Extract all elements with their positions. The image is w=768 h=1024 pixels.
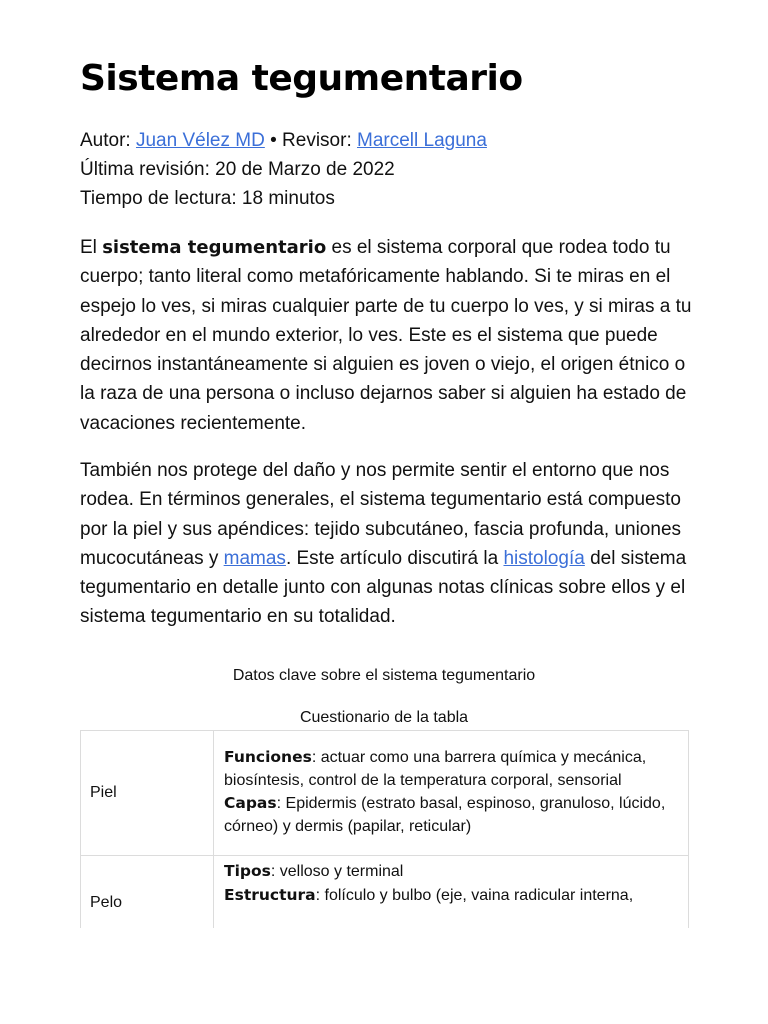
reviewer-label: Revisor: xyxy=(282,130,358,151)
reviewer-link[interactable]: Marcell Laguna xyxy=(357,130,487,151)
table-row xyxy=(81,731,689,856)
author-link[interactable]: Juan Vélez MD xyxy=(135,130,265,151)
page-cutoff xyxy=(0,928,768,1024)
row-item xyxy=(224,792,678,838)
item-key: Funciones xyxy=(224,748,312,766)
author-line xyxy=(80,126,487,155)
last-revision: Última revisión: 20 de Marzo de 2022 xyxy=(80,159,395,180)
item-key: Tipos xyxy=(224,862,271,880)
intro-prefix: El xyxy=(80,237,103,258)
article-meta xyxy=(80,126,487,213)
table-caption: Datos clave sobre el sistema tegumentario xyxy=(232,667,536,684)
intro-bold-term: sistema tegumentario xyxy=(102,237,327,258)
item-value: : Epidermis (estrato basal, espinoso, granuloso, lúcido, córneo) y dermis (papilar, reticular) xyxy=(224,795,666,835)
intro-rest: es el sistema corporal que rodea todo tu cuerpo; tanto literal como metafóricamente hablando. Si te miras en el espejo lo ves, si miras cualquier parte de tu cuerpo lo ves, y si miras a tu alrededor en el mundo exterior, lo ves. Este es el sistema que puede decirnos instantáneamente si alguien es joven o viejo, el origen étnico o la raza de una persona o incluso dejarnos saber si alguien ha estado de vacaciones recientemente. xyxy=(80,237,692,434)
row-item xyxy=(224,884,678,908)
second-part2: . Este artículo discutirá la xyxy=(285,547,504,569)
second-paragraph xyxy=(80,456,692,632)
meta-separator: • xyxy=(264,130,283,151)
row-content xyxy=(214,731,689,856)
page-title: Sistema tegumentario xyxy=(80,58,523,99)
item-key: Estructura xyxy=(224,885,316,904)
intro-paragraph xyxy=(80,233,692,438)
item-value: : actuar como una barrera química y mecánica, biosíntesis, control de la temperatura corporal, sensorial xyxy=(224,749,647,789)
mamas-link[interactable]: mamas xyxy=(223,547,286,569)
item-key: Capas xyxy=(224,794,277,812)
item-value: : velloso y terminal xyxy=(270,863,404,880)
histologia-link[interactable]: histología xyxy=(503,547,585,569)
row-item xyxy=(224,860,678,884)
item-value: : folículo y bulbo (eje, vaina radicular interna, xyxy=(315,886,634,904)
author-label: Autor: xyxy=(80,130,136,151)
reading-time: Tiempo de lectura: 18 minutos xyxy=(80,188,335,209)
row-label: Piel xyxy=(81,731,214,856)
table-quiz-link[interactable]: Cuestionario de la tabla xyxy=(299,709,469,726)
second-part3: del sistema tegumentario en detalle junto con algunas notas clínicas sobre ellos y el sistema tegumentario en su totalidad. xyxy=(80,547,687,628)
row-item xyxy=(224,746,678,792)
second-part1: También nos protege del daño y nos permite sentir el entorno que nos rodea. En términos generales, el sistema tegumentario está compuesto por la piel y sus apéndices: tejido subcutáneo, fascia profunda, uniones mucocutáneas y xyxy=(80,460,682,569)
row-label: Pelo xyxy=(81,856,214,993)
